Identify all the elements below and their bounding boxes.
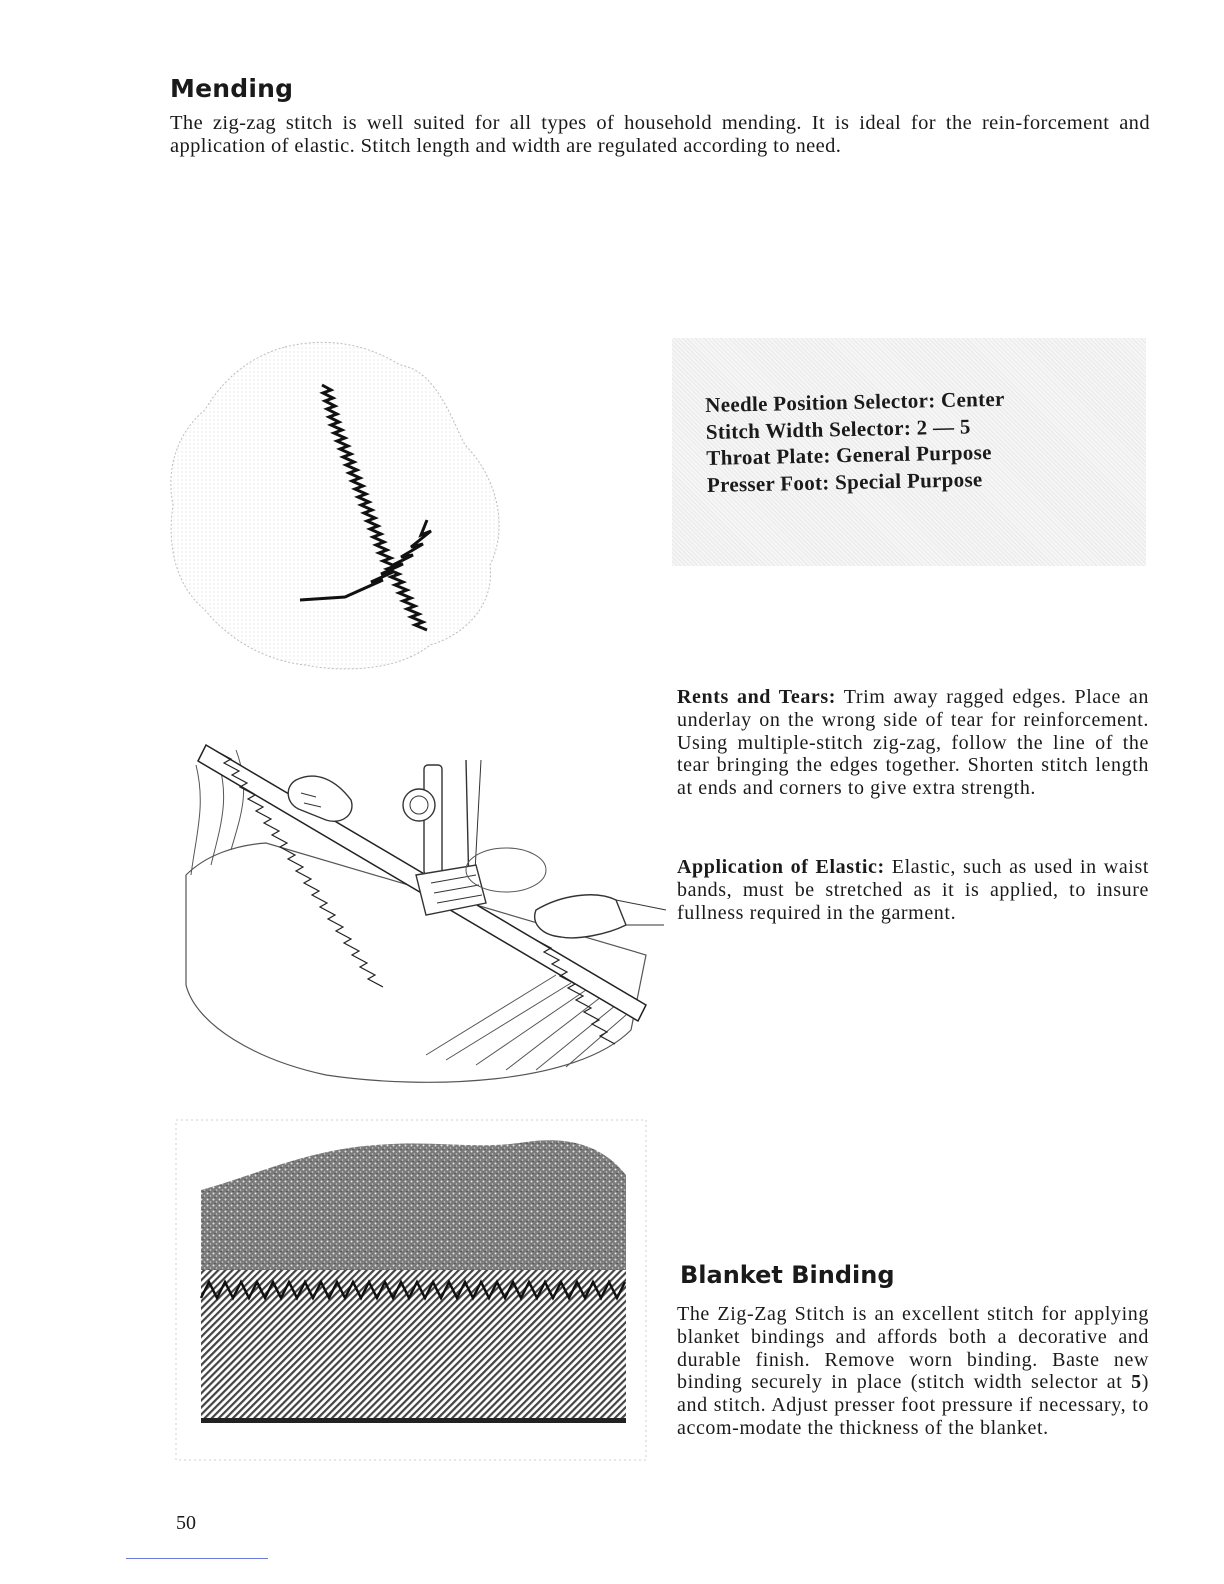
blanket-binding-text-1: The Zig-Zag Stitch is an excellent stitch for applying blanket bindings and affords both a decorative and durable finish. Remove worn binding. Baste new binding securely in place (stitch width selector at (677, 1303, 1149, 1394)
page-number: 50 (176, 1512, 196, 1534)
stitch-width-value: 5 (1131, 1371, 1142, 1394)
application-of-elastic-text: Elastic, such as used in waist bands, must be stretched as it is applied, to insure fullness required in the garment. (677, 856, 1150, 924)
setting-presser-foot: Presser Foot: Special Purpose (706, 466, 983, 497)
blanket-binding-paragraph (677, 1303, 1149, 1440)
section-title-blanket-binding: Blanket Binding (680, 1261, 895, 1289)
rents-and-tears-text: Trim away ragged edges. Place an underlay on the wrong side of tear for reinforcement. Using multiple-stitch zig-zag, follow the line of the tear bringing the edges together. Shorten stitch length at ends and corners to give extra strength. (677, 686, 1150, 800)
rents-and-tears-label: Rents and Tears: (677, 686, 837, 708)
blanket-binding-illustration (176, 1120, 646, 1465)
bottom-divider (126, 1558, 268, 1559)
blanket-binding-text-2: ) and stitch. Adjust presser foot pressure if necessary, to accom-modate the thickness of the blanket. (677, 1371, 1149, 1439)
rents-and-tears-paragraph (677, 686, 1149, 800)
machine-settings-box (672, 338, 1146, 566)
section-title-mending: Mending (170, 74, 294, 103)
elastic-application-illustration (176, 725, 666, 1095)
application-of-elastic-label: Application of Elastic: (677, 856, 885, 878)
application-of-elastic-paragraph (677, 856, 1149, 924)
setting-throat-plate: Throat Plate: General Purpose (706, 440, 992, 470)
setting-stitch-width: Stitch Width Selector: 2 — 5 (705, 413, 971, 444)
setting-needle-position: Needle Position Selector: Center (705, 386, 1005, 417)
mending-intro-paragraph: The zig-zag stitch is well suited for all types of household mending. It is ideal for the rein-forcement and application of elastic. Stitch length and width are regulated according to need. (170, 112, 1150, 157)
mended-tear-illustration (165, 335, 510, 675)
